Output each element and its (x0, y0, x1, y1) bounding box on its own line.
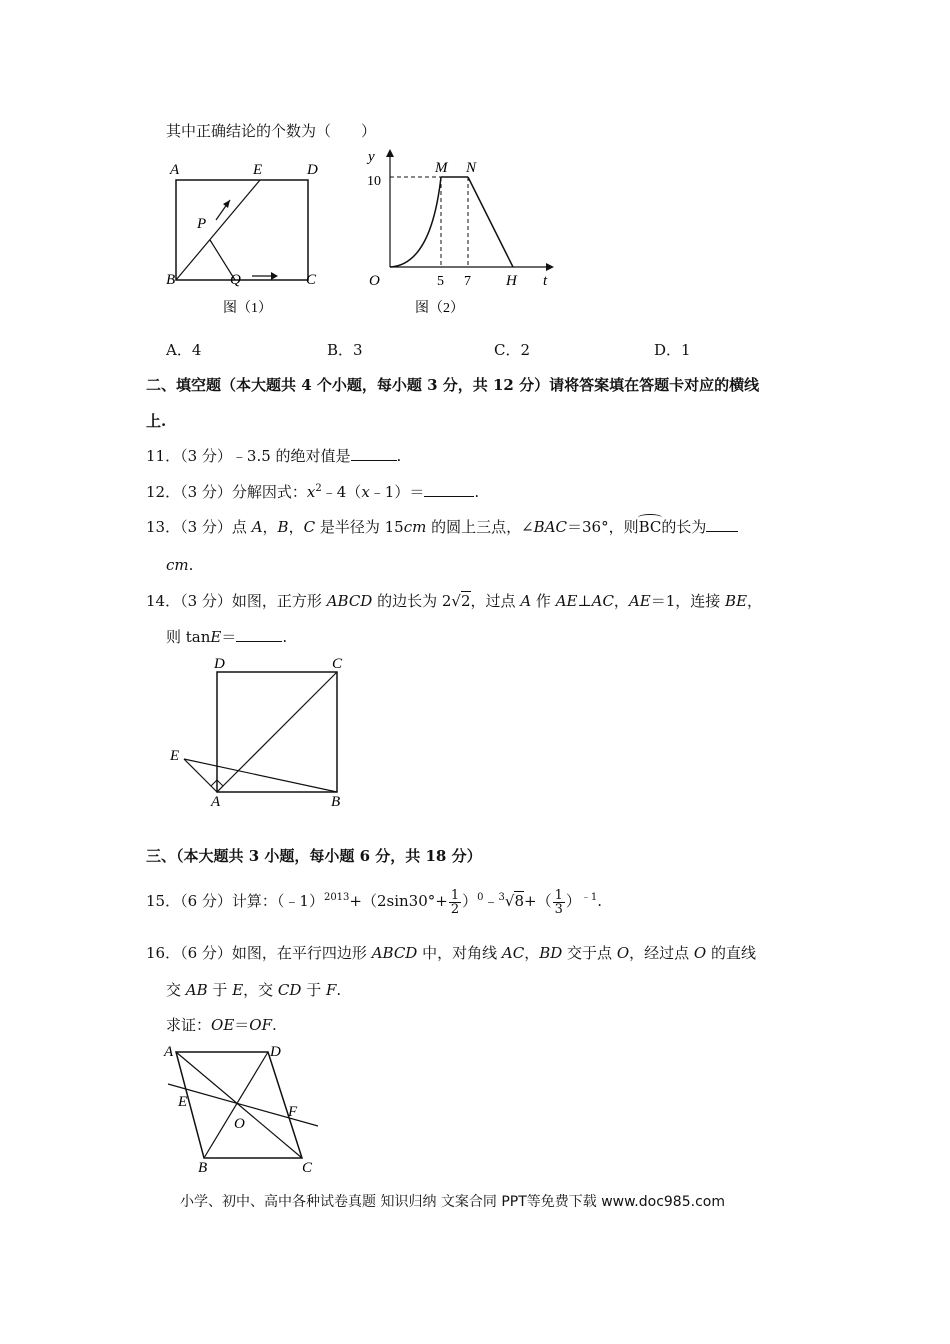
curve-om (390, 177, 441, 267)
label-o: O (234, 1116, 245, 1132)
label-b: B (198, 1160, 208, 1176)
cube-root-symbol: √ (504, 892, 515, 910)
label-b: B (166, 272, 176, 288)
section-2-heading-cont: 上. (146, 412, 167, 430)
section-3-heading: 三、（本大题共 3 小题，每小题 6 分，共 18 分） (146, 847, 482, 865)
label-y: y (368, 149, 375, 165)
label-t: t (543, 273, 548, 289)
label-c: C (302, 1160, 313, 1176)
arc-bc: BC (638, 518, 662, 536)
q10-figure-1 (160, 158, 340, 318)
q10-option-a: A．4 (166, 341, 202, 359)
segment-be (176, 180, 260, 280)
fraction-one-third: $\frac{1}{3}$ (554, 887, 563, 917)
question-13-cont: cm. (166, 556, 194, 574)
diagonal-ac (217, 672, 337, 792)
label-d: D (270, 1044, 281, 1060)
question-14: 14．（3 分）如图，正方形 ABCD 的边长为 2√2，过点 A 作 AE⊥AC，AE＝1，连接 BE， (146, 592, 763, 610)
question-12: 12．（3 分）分解因式：$x^2﹣4(x﹣1)=$ . (146, 483, 480, 501)
answer-blank (424, 482, 474, 497)
diagonal-ac (176, 1052, 302, 1158)
footer-text: 小学、初中、高中各种试卷真题 知识归纳 文案合同 PPT等免费下载 www.doc985.com (180, 1194, 725, 1210)
q10-option-c: C．2 (494, 341, 531, 359)
segment-nh (468, 177, 513, 267)
label-f: F (288, 1104, 298, 1120)
label-a: A (164, 1044, 174, 1060)
diagonal-bd (204, 1052, 268, 1158)
label-e: E (170, 748, 180, 764)
question-16-proof: 求证：OE＝OF. (166, 1016, 277, 1034)
figure-2-caption: 图（2） (415, 301, 464, 316)
question-15: 15．（6 分）计算：（﹣1）$^{2013}$+（2sin30°+ $\frac{1}{2}$ ）$^0$﹣$^3$√8+（ $\frac{1}{3}$ ）$^{﹣1}$. (146, 887, 603, 917)
y-tick-10: 10 (367, 174, 381, 189)
rectangle-abcd (176, 180, 308, 280)
q16-figure (160, 1038, 330, 1178)
label-h: H (506, 273, 517, 289)
label-n: N (466, 160, 477, 176)
label-o: O (369, 273, 380, 289)
sqrt-symbol: √ (451, 592, 461, 610)
fraction-one-half: $\frac{1}{2}$ (450, 887, 460, 917)
label-e: E (178, 1094, 188, 1110)
segment-ae (184, 759, 217, 792)
label-a: A (170, 162, 180, 178)
label-c: C (332, 656, 343, 672)
question-11: 11．（3 分）﹣3.5 的绝对值是 . (146, 447, 402, 465)
question-14-cont: 则 tanE＝ . (166, 628, 288, 646)
label-e: E (253, 162, 263, 178)
answer-blank (351, 446, 397, 461)
answer-blank (706, 517, 738, 532)
question-16: 16．（6 分）如图，在平行四边形 ABCD 中，对角线 AC，BD 交于点 O，经过点 O 的直线 (146, 944, 756, 962)
label-b: B (331, 794, 341, 810)
label-m: M (435, 160, 448, 176)
x-tick-7: 7 (464, 274, 471, 289)
q10-option-d: D．1 (654, 341, 691, 359)
label-d: D (307, 162, 318, 178)
label-c: C (306, 272, 317, 288)
q14-figure (160, 650, 360, 810)
answer-blank (236, 627, 282, 642)
label-d: D (214, 656, 225, 672)
label-a: A (211, 794, 221, 810)
q10-prompt: 其中正确结论的个数为（ ） (166, 122, 377, 140)
q10-option-b: B．3 (327, 341, 363, 359)
q10-figure-2 (355, 145, 560, 320)
label-q: Q (230, 272, 241, 288)
section-2-heading: 二、填空题（本大题共 4 个小题，每小题 3 分，共 12 分）请将答案填在答题卡对应的横线 (146, 376, 760, 394)
label-p: P (197, 216, 207, 232)
question-16-cont: 交 AB 于 E，交 CD 于 F. (166, 981, 342, 999)
question-13: 13．（3 分）点 A，B，C 是半径为 15cm 的圆上三点，∠BAC＝36°，则BC的长为 (146, 516, 738, 537)
x-tick-5: 5 (437, 274, 444, 289)
segment-be (184, 759, 337, 792)
figure-1-caption: 图（1） (223, 301, 272, 316)
